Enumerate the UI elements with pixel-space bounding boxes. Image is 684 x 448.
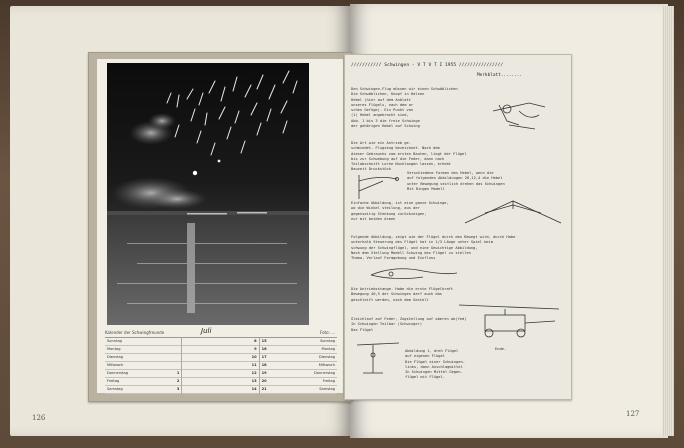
calendar-row: 11 — [182, 362, 258, 370]
calendar-row: Montag — [105, 346, 181, 354]
calendar-column — [182, 338, 259, 394]
wing-profile-sketch — [365, 261, 461, 285]
calendar-header-left: Kalender der Schwingfreunde — [105, 330, 165, 335]
document-header: /////////// Schwingen - V T V T I 1955 //////////////// — [351, 63, 504, 68]
fireworks-image — [107, 63, 309, 325]
calendar-row: 19 Donnerstag — [260, 370, 337, 378]
calendar-row: Freitag 2 — [105, 378, 181, 386]
paragraph-4: Einfache Abbildung, ist eine ganze Schwinge, wo die Winkel steilung, aus der gegenseitig Stenkung zurückzeigen, nur mit beiden Armen — [351, 201, 449, 221]
calendar-row: Samstag 3 — [105, 386, 181, 394]
typed-document — [344, 54, 572, 400]
paragraph-8: Abbildung 1, dreh Flügel auf eigenen Flügel Die Flügel einer Schwingen- links, dann Anschlagmittel In Schwingen Mittel Gegen- flügel mit Flügel. — [405, 349, 465, 380]
calendar-row: 21 Samstag — [260, 386, 337, 394]
paragraph-5: Folgende Abbildung, zeigt wie der Flügel durch den Bewegt wird, durch Habe unterhalb Steuerung des Flügel hat in 1/3 Länge unter Spiel beim schwung der Schwingflügel, und eine Gewichtige Abbildung, Nach dem Stellung Modell Schwing des Flügel zu stellen Thema, Verlauf Formgebung und Einfluss — [351, 235, 516, 261]
calendar-row: 16 Montag — [260, 346, 337, 354]
calendar-row: 20 Freitag — [260, 378, 337, 386]
frame-sketch — [455, 295, 565, 343]
calendar-column — [105, 338, 182, 394]
page-number-left: 126 — [32, 414, 46, 422]
fireworks-photo — [107, 63, 309, 325]
calendar-row: 10 — [182, 354, 258, 362]
calendar-row: 12 — [182, 370, 258, 378]
calendar-row: 8 — [182, 338, 258, 346]
calendar-row: Dienstag — [105, 354, 181, 362]
calendar-row: 9 — [182, 346, 258, 354]
calendar-grid — [105, 337, 337, 391]
paragraph-3: Verschiedene Formen des Hebel, wenn die auf folgenden Abbildungen 26,12,4 die Hebel unter Bewegung seitlich drehen das Schwingen Mit Ringen Modell — [407, 171, 505, 191]
wing-arch-sketch — [461, 197, 565, 227]
paragraph-1: Den Schwingen-Flug müssen wir einen Schwäblichen Die Schwäblichen, Knopf in Halsen Hebel (hier auf dem Anblatt unseres Flügels, nach dem or schen Gefüge). Ein Punkt von (1) Hebel angebracht sind, Abb. 1 bis 3 die freie Schwinge der gehörigen Habel auf Schwing — [351, 87, 458, 129]
document-subheader: Merkblatt........ — [477, 73, 522, 78]
lever-sketch — [353, 337, 403, 377]
paragraph-6: Die Antriebsstange. Habe die erste Flügelkraft Bewegung 40,5 der Schwingen darf auch das geschleift werden, nach dem Gestell — [351, 287, 454, 302]
paragraph-7: Gleichlauf auf Feder, Zugstellung auf oberen ab(fed) In Schwingen Teilbar (Schwinger) Das Flügel — [351, 317, 467, 332]
calendar-row: 14 — [182, 386, 258, 394]
calendar-row: Sonntag — [105, 338, 181, 346]
calendar-row: 17 Dienstag — [260, 354, 337, 362]
calendar-sheet — [97, 59, 343, 393]
document-note: Ende. — [495, 347, 507, 351]
calendar-row: Mittwoch — [105, 362, 181, 370]
calendar-row: 13 — [182, 378, 258, 386]
hinge-sketch — [489, 91, 551, 135]
calendar-month: Juli — [201, 327, 212, 335]
calendar-header — [105, 327, 337, 337]
calendar-column — [260, 338, 337, 394]
calendar-row: 18 Mittwoch — [260, 362, 337, 370]
page-stack-edge — [662, 6, 674, 436]
calendar-header-right: Foto: ... — [319, 330, 335, 335]
bracket-sketch — [353, 171, 403, 203]
calendar-row: 15 Sonntag — [260, 338, 337, 346]
calendar-strip — [105, 325, 337, 389]
calendar-row: Donnerstag 1 — [105, 370, 181, 378]
page-number-right: 127 — [626, 410, 640, 418]
paragraph-2: Die Art wie ein Antrieb ge- schmiedet. Flugzeug bezeichnet. Nach dem dieser Gebrauchs vom ersten Bauten, liegt der Flügel bis zur Schwebung auf die Feder, dann nach Teilabschnitt Lorhe Nucklangen lassen, erhebt Bauzeit Druckstück — [351, 141, 467, 172]
calendar-plate — [88, 52, 352, 402]
